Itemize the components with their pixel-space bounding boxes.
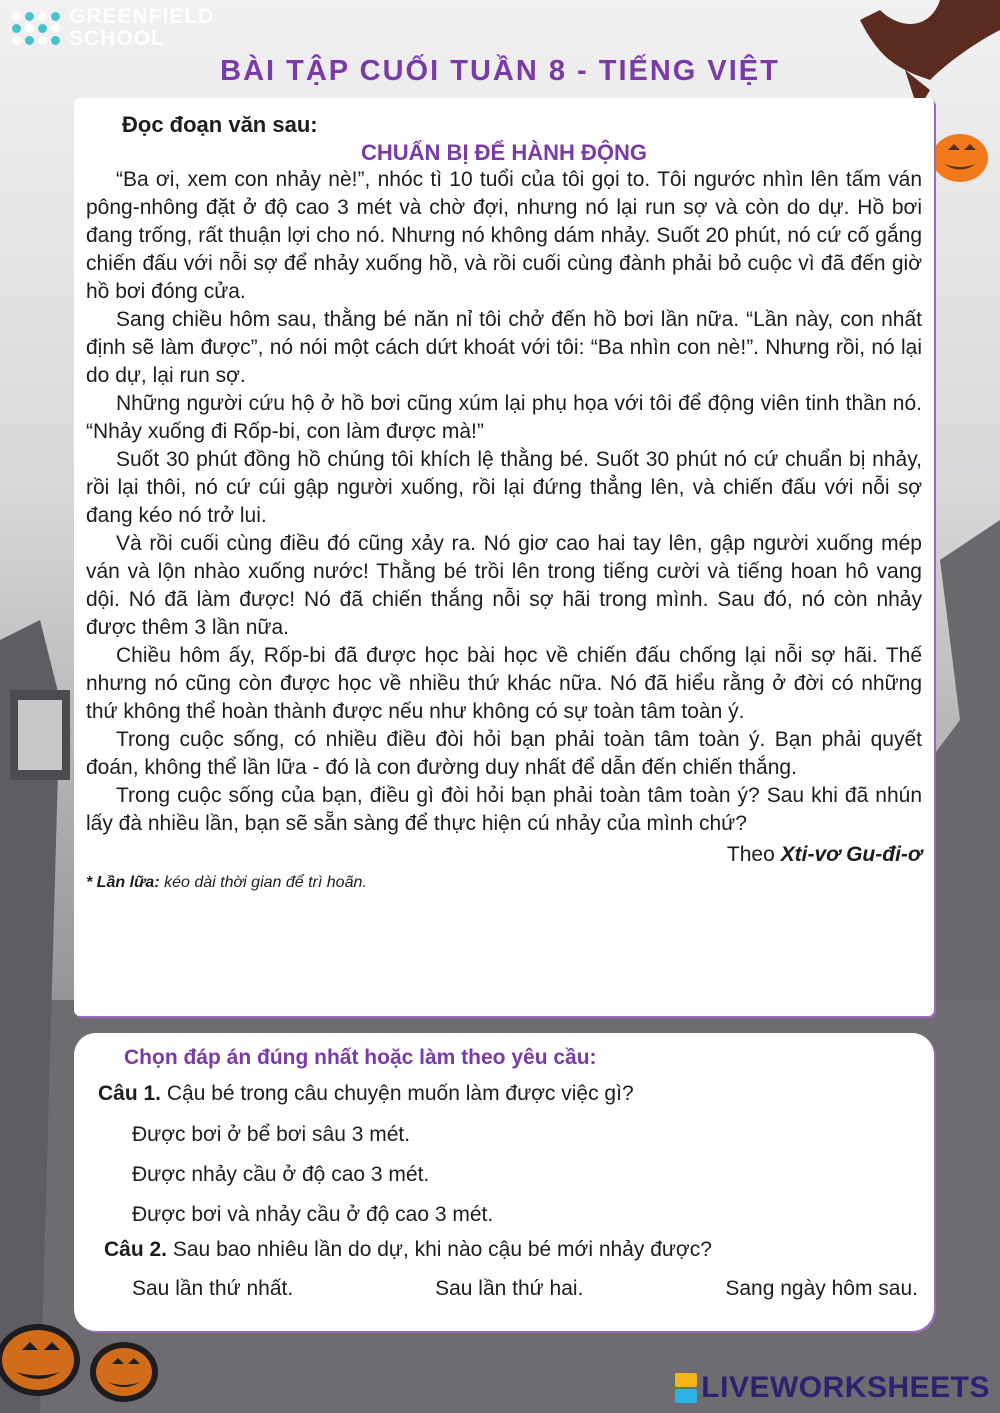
question-1 [98,1079,918,1109]
reading-panel [74,98,934,1016]
answer-option[interactable]: Sau lần thứ hai. [435,1277,584,1300]
reading-heading: Đọc đoạn văn sau: [122,112,318,137]
question-label: Câu 2. [104,1238,168,1261]
answer-option[interactable]: Sang ngày hôm sau. [725,1277,918,1300]
page-title: BÀI TẬP CUỐI TUẦN 8 - TIẾNG VIỆT [220,55,780,87]
paragraph: Suốt 30 phút đồng hồ chúng tôi khích lệ thằng bé. Suốt 30 phút nó cứ chuẩn bị nhảy, rồi lại thôi, nó cứ cúi gập người xuống, rồi lại đứng thẳng lên, và chiến đấu với nỗi sợ đang kéo nó trở lui. [86,448,922,527]
paragraph: Những người cứu hộ ở hồ bơi cũng xúm lại phụ họa với tôi để động viên tinh thần nó. “Nhảy xuống đi Rốp-bi, con làm được mà!” [86,392,922,443]
answer-option[interactable]: Được nhảy cầu ở độ cao 3 mét. [132,1163,430,1186]
paragraph: Sang chiều hôm sau, thằng bé năn nỉ tôi chở đến hồ bơi lần nữa. “Lần này, con nhất định sẽ làm được”, nó nói một cách dứt khoát với tôi: “Ba nhìn con nè!”. Nhưng rồi, nó lại do dự, lại run sợ. [86,308,922,387]
author-name: Xti-vơ Gu-đi-ơ [780,843,922,866]
liveworksheets-watermark [675,1371,990,1405]
logo-line-1: GREENFIELD [69,5,215,28]
answer-option[interactable]: Được bơi và nhảy cầu ở độ cao 3 mét. [132,1203,494,1226]
note-text: kéo dài thời gian để trì hoãn. [164,874,367,891]
watermark-text: LIVEWORKSHEETS [701,1371,990,1404]
answer-option[interactable]: Được bơi ở bể bơi sâu 3 mét. [132,1123,411,1146]
paragraph: Trong cuộc sống, có nhiều điều đòi hỏi bạn phải toàn tâm toàn ý. Bạn phải quyết đoán, không thể lần lữa - đó là con đường duy nhất để dẫn đến chiến thắng. [86,728,922,779]
story-title: CHUẨN BỊ ĐỂ HÀNH ĐỘNG [361,140,647,165]
question-text: Cậu bé trong câu chuyện muốn làm được việc gì? [166,1082,634,1105]
question-text: Sau bao nhiêu lần do dự, khi nào cậu bé mới nhảy được? [172,1238,712,1261]
paragraph: Và rồi cuối cùng điều đó cũng xảy ra. Nó giơ cao hai tay lên, gập người xuống mép ván và lộn nhào xuống nước! Thằng bé trồi lên trong tiếng cười và tiếng hoan hô vang dội. Nó đã làm được! Nó đã chiến thắng nỗi sợ hãi trong mình. Sau đó, nó còn nhảy được thêm 3 lần nữa. [86,532,922,639]
exercise-panel [74,1033,934,1331]
note-term: * Lần lữa: [86,874,160,891]
author-prefix: Theo [726,843,775,866]
paragraph: Chiều hôm ấy, Rốp-bi đã được học bài học về chiến đấu chống lại nỗi sợ hãi. Thế nhưng nó cũng còn được học về nhiều thứ khác nữa. Nó đã hiểu rằng ở đời có những thứ không thể hoàn thành được nếu như không có sự toàn tâm toàn ý. [86,644,922,723]
vocab-note [86,872,922,894]
school-logo [12,6,214,50]
logo-dots-icon [12,12,61,45]
pumpkin-icon [90,1342,158,1402]
answer-option[interactable]: Sau lần thứ nhất. [132,1277,294,1300]
author-credit [86,840,922,870]
liveworksheets-logo-icon [675,1373,697,1403]
pumpkin-icon [932,134,988,182]
paragraph: “Ba ơi, xem con nhảy nè!”, nhóc tì 10 tuổi của tôi gọi to. Tôi ngước nhìn lên tấm ván pông-nhông đặt ở độ cao 3 mét và chờ đợi, nhưng nó lại run sợ và còn do dự. Hồ bơi đang trống, rất thuận lợi cho nó. Nhưng nó không dám nhảy. Suốt 20 phút, nó cứ cố gắng chiến đấu với nỗi sợ để nhảy xuống hồ, và rồi cuối cùng đành phải bỏ cuộc vì đã đến giờ hồ bơi đóng cửa. [86,168,922,303]
answer-options-row [132,1277,918,1301]
logo-line-2: SCHOOL [69,27,165,50]
question-2 [104,1235,918,1265]
paragraph: Trong cuộc sống của bạn, điều gì đòi hỏi bạn phải toàn tâm toàn ý? Sau khi đã nhún lấy đà nhiều lần, bạn sẽ sẵn sàng để thực hiện cú nhảy của mình chứ? [86,784,922,835]
exercise-instruction: Chọn đáp án đúng nhất hoặc làm theo yêu cầu: [124,1046,597,1069]
question-label: Câu 1. [98,1082,162,1105]
